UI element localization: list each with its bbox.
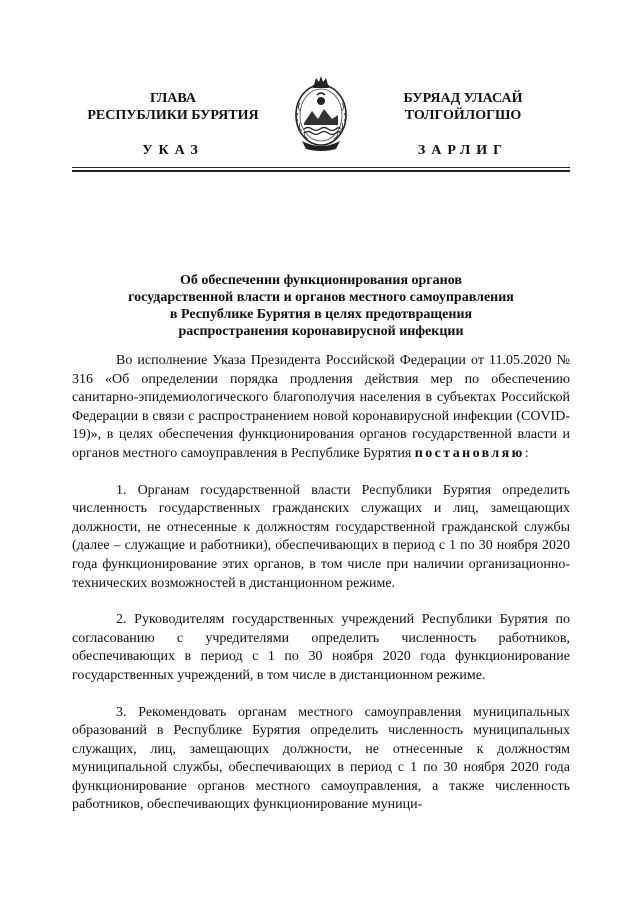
preamble-text: Во исполнение Указа Президента Российской Федерации от 11.05.2020 № 316 «Об определении порядка продления действия мер по обеспечению санитарно-эпидемиологического благополучия населения в субъектах Российской Федерации в связи с распространением новой коронавирусной инфекции (COVID-19)», в целях обеспечения функционирования органов государственной власти и органов местного самоуправления в Республике Бурятия (72, 353, 570, 461)
clause-3: 3. Рекомендовать органам местного самоуправления муниципальных образований в Республике Бурятия определить численность муниципальных служащих, лиц, замещающих должности, не отнесенные к должностям муниципальной службы, обеспечивающих в период с 1 по 30 ноября 2020 года функционирование органов местного самоуправления, а также численность работников, обеспечивающих функционирование муници- (72, 704, 570, 813)
header-divider-thick (72, 170, 570, 172)
header-divider-thin (72, 167, 570, 168)
title-line: в Республике Бурятия в целях предотвращения (169, 307, 473, 322)
decree-title (72, 272, 570, 340)
issuer-block-russian (78, 90, 268, 124)
issuer-region: РЕСПУБЛИКИ БУРЯТИЯ (87, 108, 259, 123)
issuer-title-buryat: ТОЛГОЙЛОГШО (404, 108, 522, 123)
clause-2: 2. Руководителям государственных учреждений Республики Бурятия по согласованию с учредителями определить численность работников, обеспечивающих в период с 1 по 30 ноября 2020 года функционирование государственных учреждений, в том числе в дистанционном режиме. (72, 612, 570, 683)
doc-type-ukaz: УКАЗ (142, 143, 204, 158)
coat-of-arms-buryatia-icon (292, 73, 350, 155)
decree-colon: : (524, 445, 529, 461)
decree-body (72, 352, 570, 833)
issuer-block-buryat (368, 90, 558, 124)
doc-type-zarlig: ЗАРЛИГ (417, 143, 509, 158)
preamble-paragraph (72, 352, 570, 464)
issuer-region-buryat: БУРЯАД УЛАСАЙ (403, 91, 523, 106)
decree-keyword: постановляю (414, 445, 525, 461)
title-line: распространения коронавирусной инфекции (178, 324, 464, 339)
title-line: государственной власти и органов местного самоуправления (128, 290, 514, 305)
title-line: Об обеспечении функционирования органов (180, 273, 462, 288)
issuer-title: ГЛАВА (150, 91, 196, 106)
clause-1: 1. Органам государственной власти Республики Бурятия определить численность государственных гражданских служащих и лиц, замещающих должности, не отнесенные к должностям государственной гражданской службы (далее – служащие и работники), обеспечивающих в период с 1 по 30 ноября 2020 года функционирование этих органов, в том числе при наличии организационно-технических возможностей в дистанционном режиме. (72, 482, 570, 591)
